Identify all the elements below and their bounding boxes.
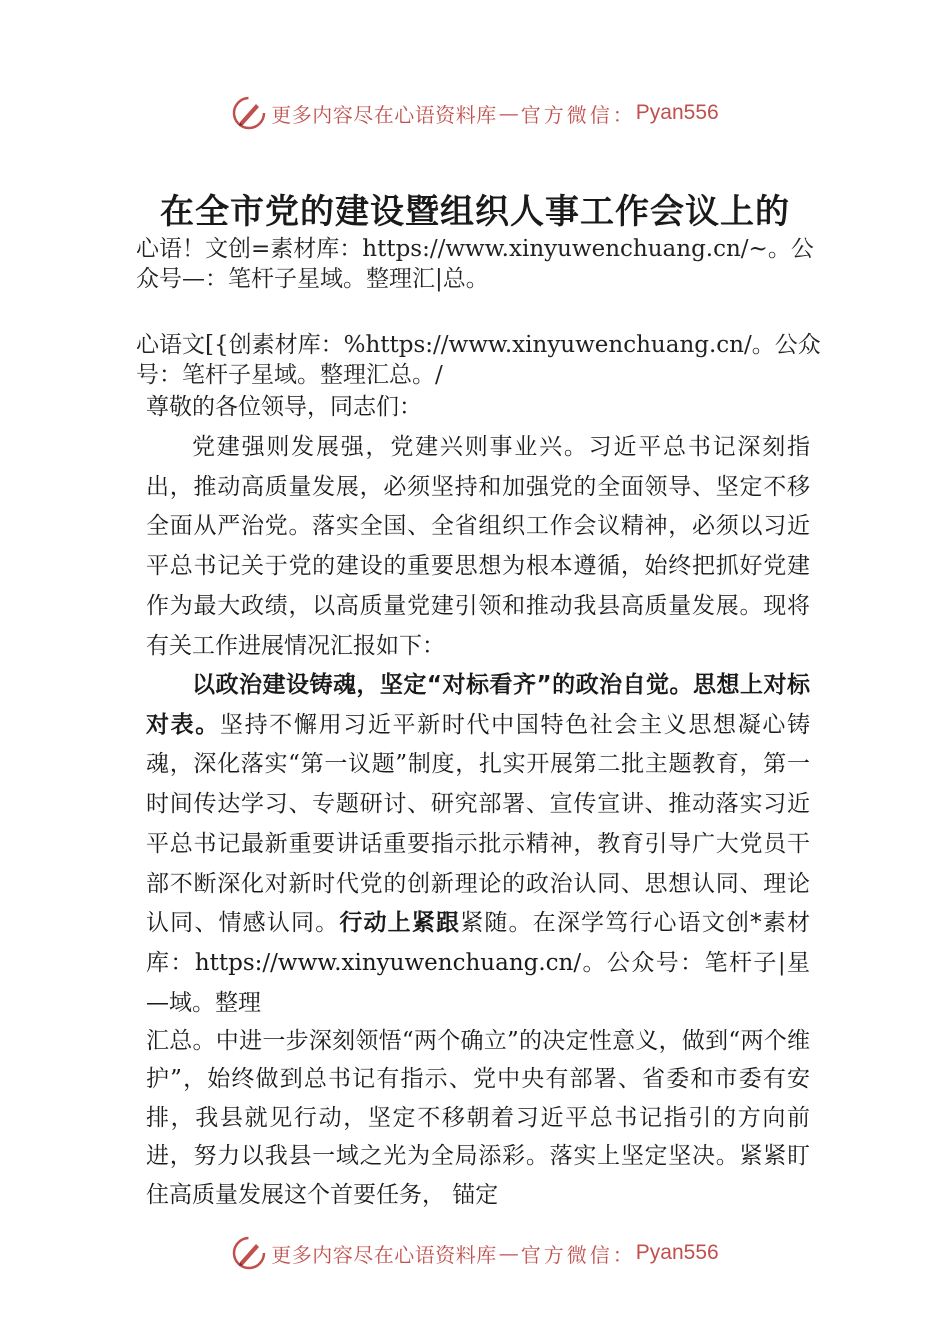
banner-wechat-label: 官方微信： [520,1242,636,1267]
paragraph-1: 党建强则发展强，党建兴则事业兴。习近平总书记深刻指出，推动高质量发展，必须坚持和加强党的全面领导、坚定不移全面从严治党。落实全国、全省组织工作会议精神，必须以习近平总书记关于党的建设的重要思想为根本遵循，始终把抓好党建作为最大政绩，以高质量党建引领和推动我县高质量发展。现将有关工作进展情况汇报如下： [146,434,810,659]
salutation: 尊敬的各位领导，同志们： [146,394,422,420]
paragraph-2-text: 坚持不懈用习近平新时代中国特色社会主义思想凝心铸魂，深化落实“第一议题”制度，扎实开展第二批主题教育，第一时间传达学习、专题研讨、研究部署、宣传宣讲、推动落实习近平总书记最新重要讲话重要指示批示精神，教育引导广大党员干部不断深化对新时代党的创新理论的政治认同、思想认同、理论认同、情感认同。 [146,711,811,937]
banner-wechat-id: Pyan556 [635,1241,719,1264]
paragraph-3: 汇总。中进一步深刻领悟“两个确立”的决定性意义，做到“两个维护”，始终做到总书记有指示、党中央有部署、省委和市委有安排，我县就见行动，坚定不移朝着习近平总书记指引的方向前进，努力以我县一域之光为全局添彩。落实上坚定坚决。紧紧盯住高质量发展这个首要任务， 锚定 [146,1028,810,1208]
footer-banner [0,1233,950,1273]
banner-wechat-label: 官方微信： [520,102,636,127]
pen-logo-icon [231,1235,267,1271]
paragraph-2 [146,666,810,1023]
paragraph-2-subheading: 行动上紧跟 [339,910,461,937]
document-title: 在全市党的建设暨组织人事工作会议上的 [160,192,790,232]
paragraph-2-tail: 紧随。在深学笃行心语文创*素材库：https://www.xinyuwenchuang.cn/。公众号：笔杆子|星—域。整理 [146,910,811,1016]
pen-logo-icon [231,95,267,131]
header-banner [0,93,950,133]
banner-dash: — [498,1241,519,1265]
paragraph-2-heading: 以政治建设铸魂，坚定“对标看齐”的政治自觉。思想上对标对表。 [146,672,810,738]
banner-slogan: 更多内容尽在心语资料库 [271,102,497,127]
banner-slogan: 更多内容尽在心语资料库 [271,1242,497,1267]
banner-dash: — [498,101,519,125]
watermark-text-1: 心语！文创=素材库：https://www.xinyuwenchuang.cn/~。公众号—：笔杆子星域。整理汇|总。 [136,236,814,292]
banner-wechat-id: Pyan556 [635,101,719,124]
watermark-text-2: 心语文[{创素材库：%https://www.xinyuwenchuang.cn/。公众号：笔杆子星域。整理汇总。/ [136,332,821,388]
